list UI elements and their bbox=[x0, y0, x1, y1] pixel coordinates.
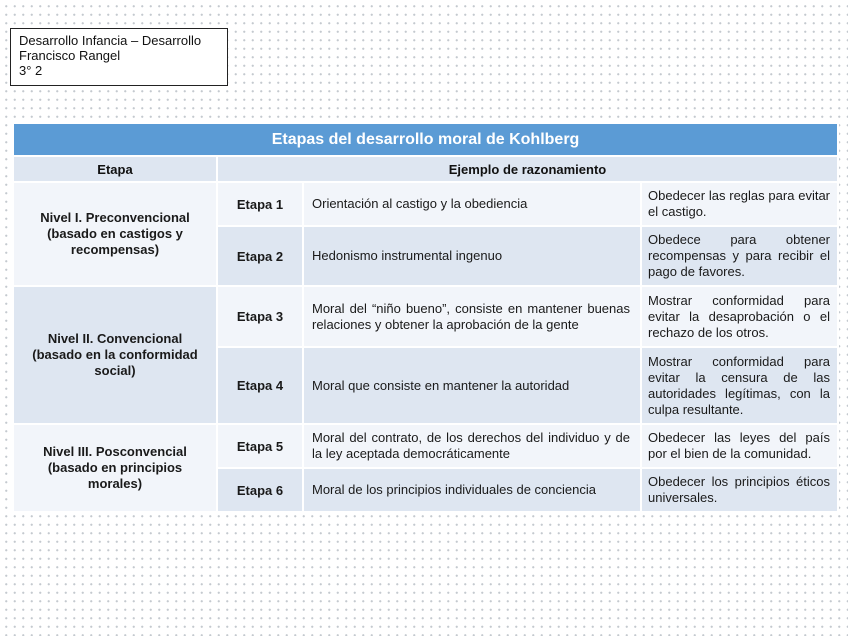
table-header-row bbox=[13, 156, 838, 182]
info-group: 3° 2 bbox=[19, 63, 43, 78]
stage-2-label: Etapa 2 bbox=[217, 226, 303, 286]
stage-5-label: Etapa 5 bbox=[217, 424, 303, 468]
student-info-box bbox=[10, 28, 228, 86]
stage-3-description: Moral del “niño bueno”, consiste en mantener buenas relaciones y obtener la aprobación de la gente bbox=[303, 286, 641, 347]
stage-2-description: Hedonismo instrumental ingenuo bbox=[303, 226, 641, 286]
table-title-row bbox=[13, 123, 838, 156]
stage-1-label: Etapa 1 bbox=[217, 182, 303, 226]
header-etapa: Etapa bbox=[13, 156, 217, 182]
stage-1-example: Obedecer las reglas para evitar el castigo. bbox=[641, 182, 838, 226]
level-1-cell: Nivel I. Preconvencional (basado en castigos y recompensas) bbox=[13, 182, 217, 286]
info-student-name: Francisco Rangel bbox=[19, 48, 121, 63]
stage-3-example: Mostrar conformidad para evitar la desaprobación o el rechazo de los otros. bbox=[641, 286, 838, 347]
info-course-line: Desarrollo Infancia – Desarrollo bbox=[19, 33, 202, 48]
stage-5-example: Obedecer las leyes del país por el bien de la comunidad. bbox=[641, 424, 838, 468]
stage-6-example: Obedecer los principios éticos universales. bbox=[641, 468, 838, 512]
table-title: Etapas del desarrollo moral de Kohlberg bbox=[13, 123, 838, 156]
stage-3-label: Etapa 3 bbox=[217, 286, 303, 347]
table-row bbox=[13, 182, 838, 226]
level-3-cell: Nivel III. Posconvencial (basado en principios morales) bbox=[13, 424, 217, 512]
stage-4-example: Mostrar conformidad para evitar la censura de las autoridades legítimas, con la culpa resultante. bbox=[641, 347, 838, 424]
stage-4-description: Moral que consiste en mantener la autoridad bbox=[303, 347, 641, 424]
stage-4-label: Etapa 4 bbox=[217, 347, 303, 424]
header-ejemplo: Ejemplo de razonamiento bbox=[217, 156, 838, 182]
stage-6-description: Moral de los principios individuales de conciencia bbox=[303, 468, 641, 512]
table-row bbox=[13, 424, 838, 468]
stage-2-example: Obedece para obtener recompensas y para recibir el pago de favores. bbox=[641, 226, 838, 286]
level-2-cell: Nivel II. Convencional (basado en la conformidad social) bbox=[13, 286, 217, 424]
kohlberg-stages-table bbox=[12, 122, 839, 513]
table-row bbox=[13, 286, 838, 347]
stage-5-description: Moral del contrato, de los derechos del individuo y de la ley aceptada democráticamente bbox=[303, 424, 641, 468]
stage-6-label: Etapa 6 bbox=[217, 468, 303, 512]
stage-1-description: Orientación al castigo y la obediencia bbox=[303, 182, 641, 226]
